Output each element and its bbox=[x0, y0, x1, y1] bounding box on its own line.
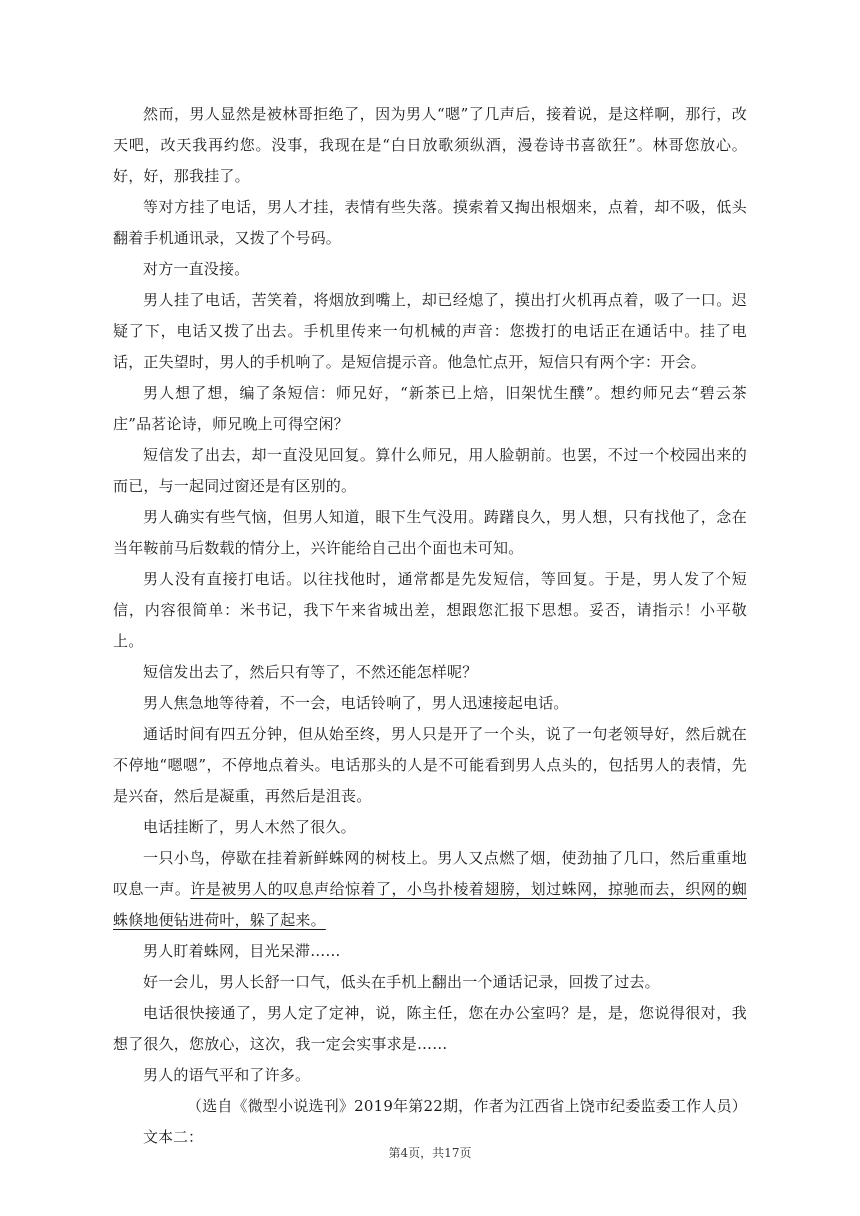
paragraph-8: 男人没有直接打电话。以往找他时，通常都是先发短信，等回复。于是，男人发了个短信，内容很简单：米书记，我下午来省城出差，想跟您汇报下思想。妥否，请指示！小平敬上。 bbox=[113, 570, 747, 650]
paragraph-4: 男人挂了电话，苦笑着，将烟放到嘴上，却已经熄了，摸出打火机再点着，吸了一口。迟疑了下，电话又拨了出去。手机里传来一句机械的声音：您拨打的电话正在通话中。挂了电话，正失望时，男人的手机响了。是短信提示音。他急忙点开，短信只有两个字：开会。 bbox=[113, 291, 747, 371]
paragraph-bird bbox=[113, 843, 747, 936]
paragraph-3: 对方一直没接。 bbox=[143, 260, 250, 278]
underlined-sentence: 许是被男人的叹息声给惊着了，小鸟扑棱着翅膀，划过蛛网，掠驰而去，织网的蜘蛛倏地便钻进荷叶，躲了起来。 bbox=[113, 880, 747, 929]
paragraph-10: 男人焦急地等待着，不一会，电话铃响了，男人迅速接起电话。 bbox=[143, 694, 569, 712]
paragraph-11: 通话时间有四五分钟，但从始至终，男人只是开了一个头，说了一句老领导好，然后就在不停地“嗯嗯”，不停地点着头。电话那头的人是不可能看到男人点头的，包括男人的表情，先是兴奋，然后是凝重，再然后是沮丧。 bbox=[113, 725, 747, 805]
paragraph-16: 电话很快接通了，男人定了定神，说，陈主任，您在办公室吗？是，是，您说得很对，我想了很久，您放心，这次，我一定会实事求是…… bbox=[113, 1004, 747, 1053]
paragraph-12: 电话挂断了，男人木然了很久。 bbox=[143, 818, 356, 836]
paragraph-7: 男人确实有些气恼，但男人知道，眼下生气没用。踌躇良久，男人想，只有找他了，念在当年鞍前马后数载的情分上，兴许能给自己出个面也未可知。 bbox=[113, 508, 747, 557]
paragraph-6: 短信发了出去，却一直没见回复。算什么师兄，用人脸朝前。也罢，不过一个校园出来的而已，与一起同过窗还是有区别的。 bbox=[113, 446, 747, 495]
bird-plain-text: 一只小鸟，停歇在挂着新鲜蛛网的树枝上。男人又点燃了烟，使劲抽了几口，然后重重地叹息一声。 bbox=[113, 849, 747, 898]
paragraph-15: 好一会儿，男人长舒一口气，低头在手机上翻出一个通话记录，回拨了过去。 bbox=[143, 973, 660, 991]
page-footer: 第4页，共17页 bbox=[388, 1146, 472, 1160]
paragraph-9: 短信发出去了，然后只有等了，不然还能怎样呢？ bbox=[143, 663, 478, 681]
article-body bbox=[113, 99, 747, 1153]
paragraph-2: 等对方挂了电话，男人才挂，表情有些失落。摸索着又掏出根烟来，点着，却不吸，低头翻着手机通讯录，又拨了个号码。 bbox=[113, 198, 747, 247]
paragraph-5: 男人想了想，编了条短信：师兄好，“新茶已上焙，旧架忧生醭”。想约师兄去“碧云茶庄”品茗论诗，师兄晚上可得空闲？ bbox=[113, 384, 747, 433]
paragraph-14: 男人盯着蛛网，目光呆滞…… bbox=[143, 942, 341, 960]
source-note: （选自《微型小说选刊》2019年第22期，作者为江西省上饶市纪委监委工作人员） bbox=[186, 1097, 747, 1115]
next-section-label: 文本二： bbox=[143, 1128, 204, 1146]
paragraph-17: 男人的语气平和了许多。 bbox=[143, 1066, 311, 1084]
paragraph-1: 然而，男人显然是被林哥拒绝了，因为男人“嗯”了几声后，接着说，是这样啊，那行，改天吧，改天我再约您。没事，我现在是“白日放歌须纵酒，漫卷诗书喜欲狂”。林哥您放心。好，好，那我挂了。 bbox=[113, 105, 747, 185]
